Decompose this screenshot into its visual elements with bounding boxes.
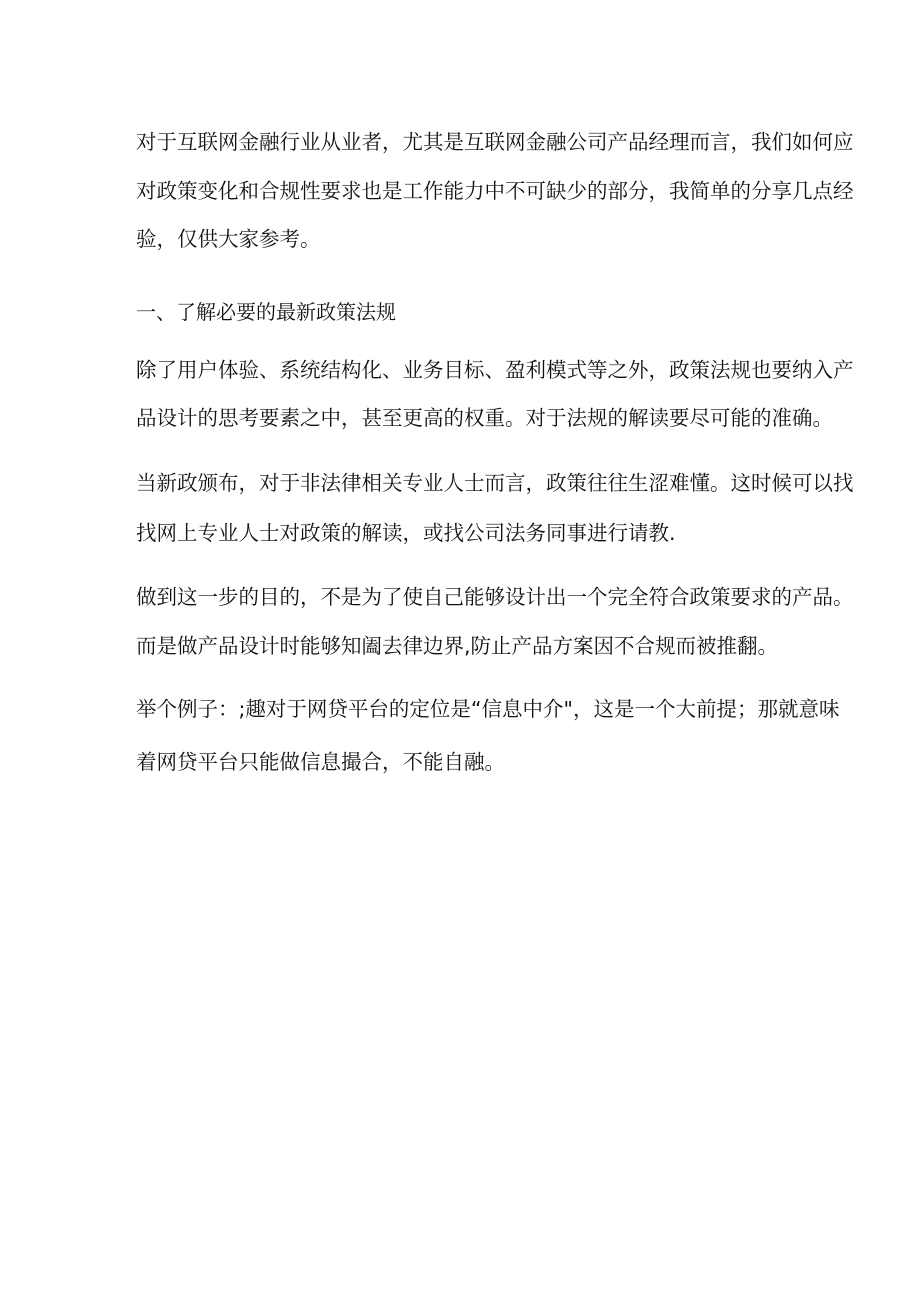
text-line: 而是做产品设计时能够知阖去律边界,防止产品方案因不合规而被推翻。 (136, 634, 779, 658)
text-line: 对政策变化和合规性要求也是工作能力中不可缺少的部分，我简单的分享几点经 (136, 179, 854, 203)
text-line: 着网贷平台只能做信息撮合，不能自融。 (136, 750, 505, 774)
text-line: 当新政颁布，对于非法律相关专业人士而言，政策往往生涩难懂。这时候可以找 (136, 471, 854, 495)
text-line: 验，仅供大家参考。 (136, 227, 321, 251)
text-line: 举个例子：;趣对于网贷平台的定位是“信息中介"，这是一个大前提；那就意味 (136, 697, 840, 721)
text-line: 找网上专业人士对政策的解读，或找公司法务同事进行请教. (136, 521, 676, 545)
text-line: 做到这一步的目的，不是为了使自己能够设计出一个完全符合政策要求的产品。 (136, 585, 854, 609)
text-line: 除了用户体验、系统结构化、业务目标、盈利模式等之外，政策法规也要纳入产 (136, 358, 854, 382)
heading-text: 一、了解必要的最新政策法规 (136, 300, 396, 324)
text-line: 品设计的思考要素之中，甚至更高的权重。对于法规的解读要尽可能的准确。 (136, 406, 833, 430)
text-line: 对于互联网金融行业从业者，尤其是互联网金融公司产品经理而言，我们如何应 (136, 130, 854, 154)
